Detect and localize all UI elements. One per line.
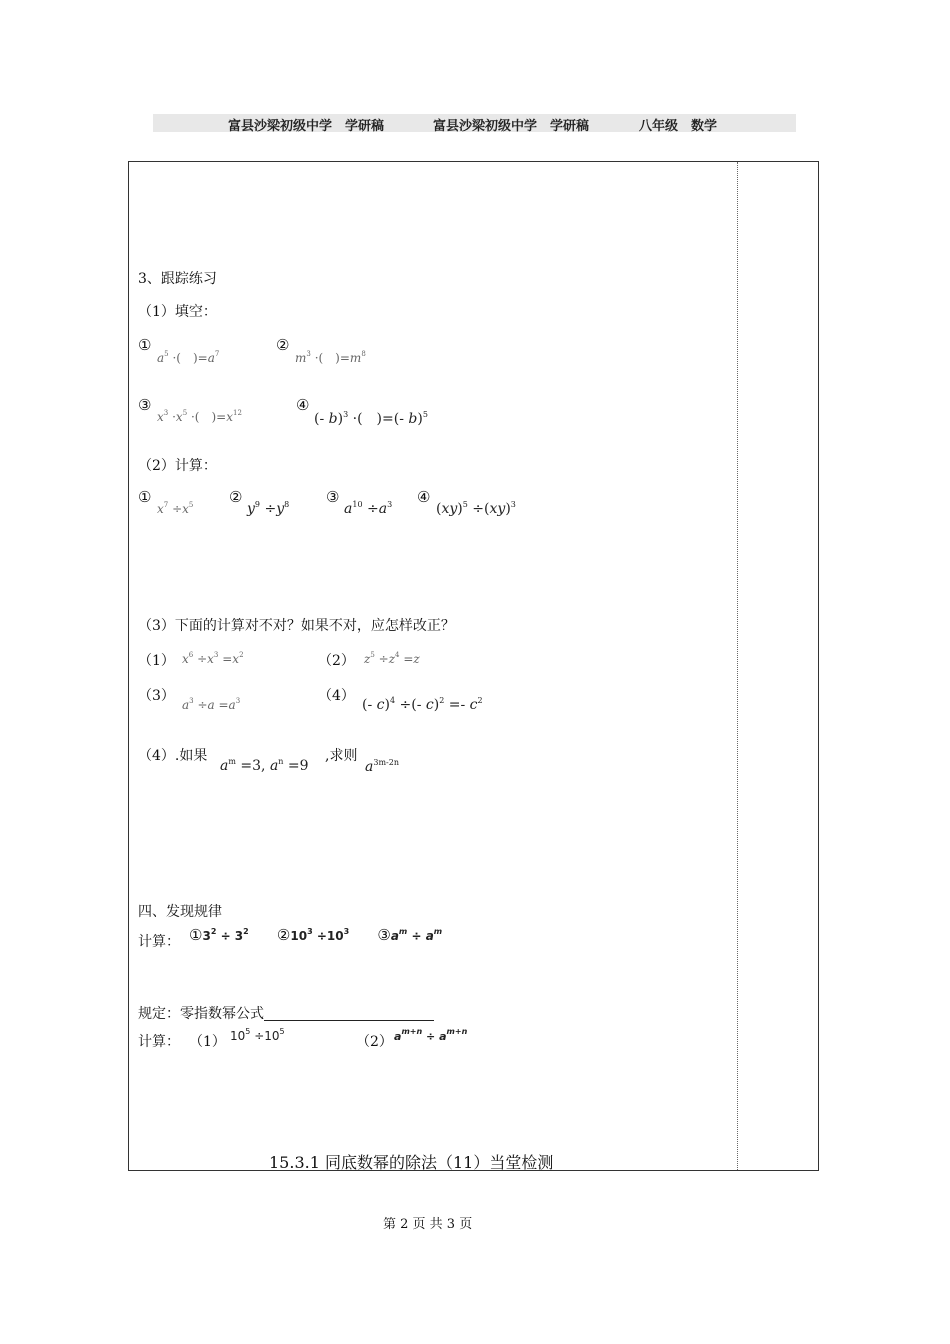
rule-label: 规定：零指数幂公式 [138,1006,264,1022]
fill-expr-1: $a^5$ ·( )$=a^7$ [157,350,220,365]
calc-item-1 [138,487,151,506]
calc2-expr-2: $a^{m+n} \div a^{m+n}$ [394,1027,468,1043]
item-number: ① [189,926,203,944]
calc2-expr-1: $10^5 \div 10^5$ [230,1027,285,1043]
item-number: ③ [326,488,340,506]
fill-expr-3: $x^3 \cdot x^5$ ·( )$=x^{12}$ [157,409,242,424]
calc2-num-1: （1） [189,1034,226,1050]
judge-num-2: （2） [318,653,355,669]
judge-expr-3: $a^3 \div a =a^3$ [182,697,241,712]
fill-blank-label: （1）填空： [138,304,217,320]
fill-expr-4: (- b)$^3$ ·( )=(- b)$^5$ [314,410,428,427]
header-school-1: 富县沙梁初级中学 学研稿 [228,119,385,134]
calc2-num-2: （2） [356,1034,393,1050]
calc-expr-3: $a^{10} \div a^3$ [344,500,393,517]
calc-expr-4: (xy)$^5$ ÷(xy)$^3$ [436,500,516,517]
q4-target: $a^{3m-2n}$ [365,758,399,775]
calc-item-2 [229,487,242,506]
item-number: ③ [138,396,152,414]
calc-expr-2: $y^9 \div y^8$ [247,500,290,517]
header-grade-subject: 八年级 数学 [639,119,718,134]
item-number: ② [276,926,291,944]
fill-item-3 [138,395,151,414]
fill-expr-2: $m^3$ ·( )$=m^8$ [295,350,366,365]
calc-label: （2）计算： [138,458,217,474]
page-footer: 第 2 页 共 3 页 [383,1217,473,1232]
section4-calc-label: 计算： [138,934,180,950]
item-number: ④ [417,488,431,506]
fill-item-4 [296,395,309,414]
test-title: 15.3.1 同底数幂的除法（11）当堂检测 [269,1153,554,1172]
fill-item-2 [276,335,289,354]
calc-expr-1: $x^7 \div x^5$ [157,501,194,516]
item-number: ② [276,336,290,354]
item-number: ② [229,488,243,506]
judge-expr-1: $x^6 \div x^3 =x^2$ [182,651,244,666]
section4-heading: 四、发现规律 [138,904,222,920]
q4-middle: ,求则 [325,748,358,764]
calc-item-3 [326,487,339,506]
judge-num-4: （4） [318,688,355,704]
item-number: ④ [296,396,310,414]
q4-condition: $a^m =3$, $a^n =9$ [220,757,309,774]
judge-num-1: （1） [138,653,175,669]
fill-item-1 [138,335,151,354]
item-number: ① [138,488,152,506]
judge-expr-2: $z^5 \div z^4 =z$ [364,651,420,666]
calc-item-4 [417,487,430,506]
header-school-2: 富县沙梁初级中学 学研稿 [433,119,590,134]
judge-num-3: （3） [138,688,175,704]
item-number: ① [138,336,152,354]
item-number: ③ [377,926,391,944]
column-divider [737,162,738,1170]
zero-exponent-rule [138,1003,434,1023]
judge-expr-4: (- c)$^4$ ÷(- $c)^2 =- c^2$ [362,696,483,713]
answer-blank[interactable] [264,1006,434,1021]
section4-calc-items: $①3^2 \div 3^2$ $②10^3 \div 10^3$ $③a^m \div a^m$ [189,926,443,944]
section3-heading: 3、跟踪练习 [138,271,217,287]
section4-calc2-label: 计算： [138,1034,180,1050]
judge-label: （3）下面的计算对不对？如果不对，应怎样改正？ [138,618,455,634]
q4-prefix: （4）.如果 [138,748,208,764]
